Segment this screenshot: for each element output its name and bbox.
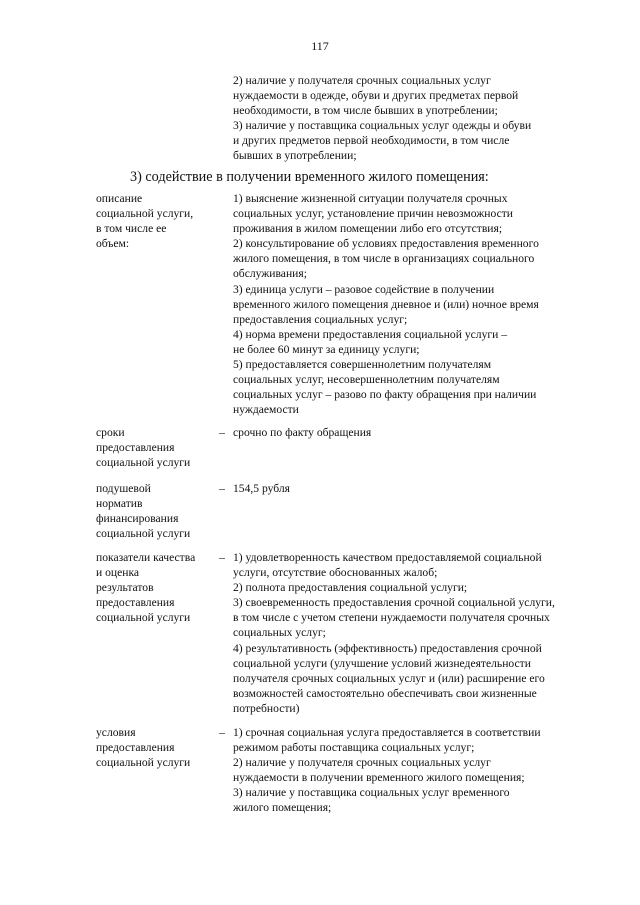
content-line: социальной услуги (улучшение условий жизнедеятельности bbox=[233, 656, 531, 670]
label-line: социальной услуги bbox=[96, 527, 191, 541]
row-content bbox=[233, 425, 583, 440]
row-dash: – bbox=[219, 482, 225, 495]
label-line: социальной услуги, bbox=[96, 207, 194, 221]
intro-line: бывших в употреблении; bbox=[233, 149, 357, 163]
content-line: получателя срочных социальных услуг и (или) расширение его bbox=[233, 671, 545, 685]
label-line: описание bbox=[96, 192, 143, 205]
row-content bbox=[233, 550, 583, 716]
label-line: объем: bbox=[96, 237, 130, 251]
content-line: 2) полнота предоставления социальной услуги; bbox=[233, 581, 468, 595]
content-line: 3) своевременность предоставления срочной социальной услуги, bbox=[233, 596, 555, 610]
content-line: социальных услуг, несовершеннолетним получателям bbox=[233, 373, 500, 387]
label-line: показатели качества bbox=[96, 551, 196, 564]
intro-line: 3) наличие у поставщика социальных услуг одежды и обуви bbox=[233, 119, 532, 133]
label-line: социальной услуги bbox=[96, 756, 191, 770]
label-line: норматив bbox=[96, 497, 143, 511]
row-label bbox=[96, 481, 214, 541]
page-number: 117 bbox=[311, 39, 329, 53]
content-line: в том числе с учетом степени нуждаемости получателя срочных bbox=[233, 611, 550, 625]
content-line: 2) консультирование об условиях предоставления временного bbox=[233, 237, 539, 251]
label-line: социальной услуги bbox=[96, 611, 191, 625]
content-line: 4) результативность (эффективность) предоставления срочной bbox=[233, 641, 542, 655]
row-label bbox=[96, 550, 214, 625]
content-line: режимом работы поставщика социальных услуг; bbox=[233, 741, 475, 755]
content-line: социальных услуг – разово по факту обращения при наличии bbox=[233, 388, 537, 402]
content-line: услуги, отсутствие обоснованных жалоб; bbox=[233, 566, 438, 580]
content-line: обслуживания; bbox=[233, 267, 307, 281]
label-line: и оценка bbox=[96, 566, 140, 580]
content-line: жилого помещения; bbox=[233, 801, 332, 815]
row-label bbox=[96, 425, 214, 470]
label-line: предоставления bbox=[96, 741, 175, 755]
row-label bbox=[96, 725, 214, 770]
content-line: 5) предоставляется совершеннолетним получателям bbox=[233, 358, 492, 372]
intro-line: нуждаемости в одежде, обуви и других предметах первой bbox=[233, 89, 519, 103]
label-line: в том числе ее bbox=[96, 222, 167, 236]
content-line: предоставления социальных услуг; bbox=[233, 312, 408, 326]
content-line: социальных услуг; bbox=[233, 626, 326, 640]
label-line: результатов bbox=[96, 581, 154, 595]
row-dash: – bbox=[219, 726, 225, 739]
content-line: 1) выяснение жизненной ситуации получателя срочных bbox=[233, 192, 508, 205]
row-content bbox=[233, 725, 583, 816]
content-line: 3) наличие у поставщика социальных услуг временного bbox=[233, 786, 510, 800]
content-line: 2) наличие у получателя срочных социальных услуг bbox=[233, 756, 491, 770]
label-line: предоставления bbox=[96, 596, 175, 610]
row-dash: – bbox=[219, 551, 225, 564]
label-line: социальной услуги bbox=[96, 456, 191, 470]
content-line: жилого помещения, в том числе в организациях социального bbox=[233, 252, 535, 266]
content-line: нуждаемости bbox=[233, 403, 299, 417]
intro-line: и других предметов первой необходимости, в том числе bbox=[233, 134, 510, 148]
content-line: потребности) bbox=[233, 701, 300, 715]
content-line: социальных услуг, установление причин невозможности bbox=[233, 207, 513, 221]
intro-paragraph bbox=[233, 73, 583, 164]
intro-line: необходимости, в том числе бывших в употреблении; bbox=[233, 104, 498, 118]
intro-line: 2) наличие у получателя срочных социальных услуг bbox=[233, 74, 491, 87]
content-line: возможностей самостоятельно обеспечивать свои жизненные bbox=[233, 686, 537, 700]
content-line: нуждаемости в получении временного жилого помещения; bbox=[233, 771, 525, 785]
content-line: проживания в жилом помещении либо его отсутствия; bbox=[233, 222, 503, 236]
label-line: финансирования bbox=[96, 512, 179, 526]
content-line: 4) норма времени предоставления социальной услуги – bbox=[233, 327, 508, 341]
label-line: подушевой bbox=[96, 482, 151, 495]
content-line: 1) удовлетворенность качеством предоставляемой социальной bbox=[233, 551, 542, 564]
content-line: 1) срочная социальная услуга предоставляется в соответствии bbox=[233, 726, 541, 739]
section-heading: 3) содействие в получении временного жилого помещения: bbox=[130, 169, 489, 185]
label-line: предоставления bbox=[96, 441, 175, 455]
row-dash: – bbox=[219, 426, 225, 439]
row-content bbox=[233, 481, 583, 496]
content-line: не более 60 минут за единицу услуги; bbox=[233, 342, 420, 356]
label-line: сроки bbox=[96, 426, 125, 439]
row-content bbox=[233, 191, 583, 417]
content-line: 154,5 рубля bbox=[233, 482, 291, 495]
row-label bbox=[96, 191, 214, 251]
content-line: временного жилого помещения дневное и (или) ночное время bbox=[233, 297, 539, 311]
content-line: 3) единица услуги – разовое содействие в получении bbox=[233, 282, 495, 296]
content-line: срочно по факту обращения bbox=[233, 426, 372, 439]
label-line: условия bbox=[96, 726, 136, 739]
